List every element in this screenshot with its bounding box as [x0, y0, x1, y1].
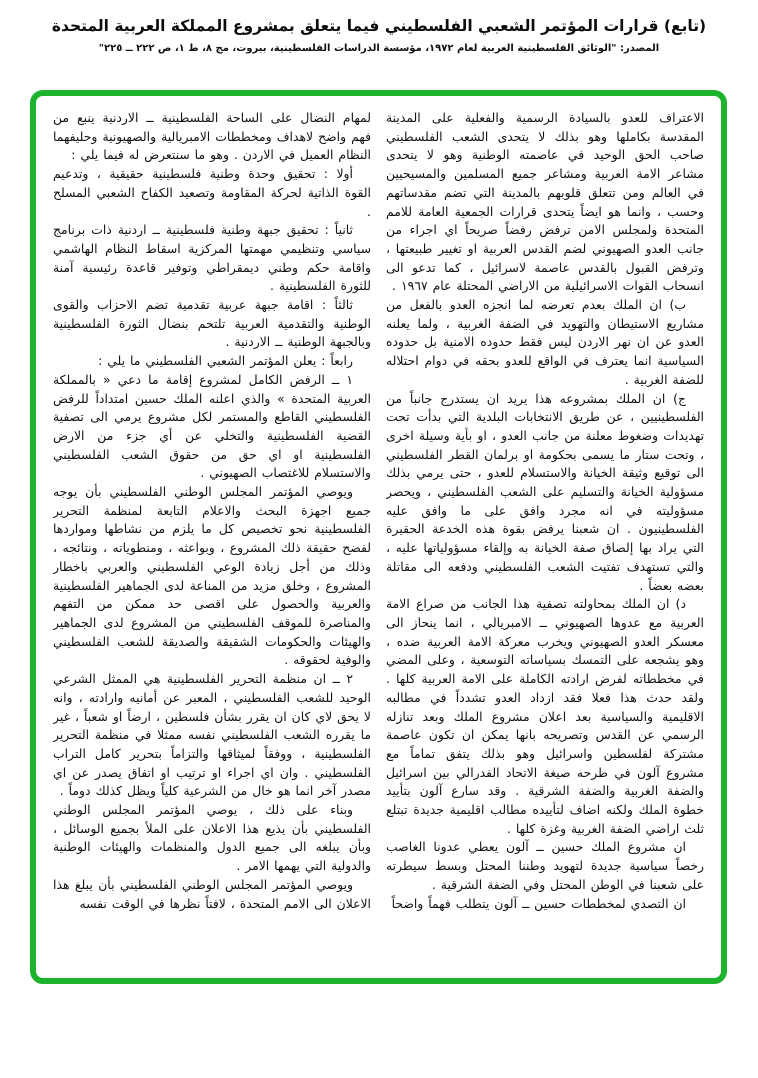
- paragraph: ان التصدي لمخططات حسين ــ آلون يتطلب فهماً واضحاً: [391, 895, 686, 911]
- page-title: (تابع) قرارات المؤتمر الشعبي الفلسطيني فيما يتعلق بمشروع المملكة العربية المتحدة: [51, 17, 707, 35]
- paragraph: لمهام النضال على الساحة الفلسطينية ــ الاردنية ينبع من فهم واضح لاهداف ومخططات الامبريالية والصهيونية وحليفهما النظام العميل في الاردن . وهو ما سنتعرض له فيما يلي :: [53, 110, 371, 163]
- paragraph: ويوصي المؤتمر المجلس الوطني الفلسطيني بأن يوجه جميع اجهزة البحث والاعلام التابعة لمنظمة التحرير الفلسطينية نحو تخصيص كل ما يلزم من نشاطها ومواردها لفضح حقيقة ذلك المشروع ، وبواعثه ، ومنطوياته ، ونتائجه ، وذلك من أجل زيادة الوعي الفلسطيني والعربي باخطار المشروع ، وخلق مزيد من المناعة لدى الجماهير الفلسطينية والعربية والحصول على اقصى حد ممكن من التفهم والمناصرة للموقف الفلسطيني من المشروع لدى الجماهير والهيئات والحكومات الشقيقة والصديقة للشعب الفلسطيني والوفية لحقوقه .: [53, 484, 371, 668]
- two-column-text: [53, 109, 704, 970]
- paragraph: وبناء على ذلك ، يوصي المؤتمر المجلس الوطني الفلسطيني بأن يذيع هذا الاعلان على الملأ بجميع الوسائل ، وبأن يبلغه الى جميع الدول والمنظمات والهيئات الوطنية والدولية التي يهمها الامر .: [53, 802, 371, 874]
- paragraph: ج) ان الملك بمشروعه هذا يريد ان يستدرج جانباً من الفلسطينيين ، عن طريق الانتخابات البلدية التي بدأت تحت تهديدات وضغوط معلنة من جانب العدو ، او بأية وسيلة اخرى ، وتحت ستار ما يسمى بحكومة او برلمان القطر الفلسطيني الى توقيع وثيقة الخيانة والاستسلام للعدو ، حتى يرمي بذلك مسؤولية الخيانة والتسليم على الشعب الفلسطيني ، ويحصر مسؤوليته في انه مجرد وافق على ما وافق عليه الفلسطينيون . ان شعبنا يرفض بقوة هذه الخدعة الحقيرة التي يراد بها إلصاق صفة الخيانة به وإلقاء مسؤولياتها عليه ، والتي تستهدف تفتيت الشعب الفلسطيني ودفعه الى مقاتلة بعضه بعضاً .: [386, 390, 704, 593]
- document-header: [0, 0, 758, 54]
- paragraph: ٢ ــ ان منظمة التحرير الفلسطينية هي الممثل الشرعي الوحيد للشعب الفلسطيني ، المعبر عن أمانيه وارادته ، وانه لا يحق لاي كان ان يقرر بشأن فلسطين ، ارضاً او شعباً ، غير ما يقرره الشعب الفلسطيني نفسه ممثلا في منظمة التحرير الفلسطينية ، ووفقاً لميثاقها والتزاماً بتحرير كامل التراب الفلسطيني . وان اي اجراء او ترتيب او اتفاق يصدر عن اي مصدر آخر انما هو خال من الشرعية كلياً ويظل كذلك دوماً .: [53, 671, 371, 799]
- paragraph: ثالثاً : اقامة جبهة عربية تقدمية تضم الاحزاب والقوى الوطنية والتقدمية العربية تلتحم بنضال الثورة الفلسطينية وبالجبهة الوطنية ــ الاردنية .: [53, 297, 371, 350]
- paragraph: رابعاً : يعلن المؤتمر الشعبي الفلسطيني ما يلي :: [98, 353, 353, 369]
- paragraph: ان مشروع الملك حسين ــ آلون يعطي عدونا الغاصب رخصاً سياسية جديدة لتهويد وطننا المحتل وبسط سيطرته على شعبنا في الوطن المحتل وفي الضفة الشرقية .: [386, 839, 704, 892]
- paragraph: د) ان الملك بمحاولته تصفية هذا الجانب من صراع الامة العربية مع عدوها الصهيوني ــ الامبريالي ، انما ينحاز الى معسكر العدو الصهيوني ويخرب معركة الامة العربية ضده ، وهو يشجعه على التمسك بسياساته التوسعية ، وعلى المضي في مخططاته لفرض ارادته الكاملة على الامة العربية كلها . ولقد حدث هذا فعلا فقد ازداد العدو تشدداً في مطالبه الاقليمية والسياسية بعد اعلان مشروع الملك وبعد تنازله الرسمي عن القدس وتصريحه بانها يمكن ان تكون عاصمة مشتركة لفلسطين واسرائيل وهو بذلك يتفق تماماً مع مشروع آلون في طرحه صيغة الاتحاد الفدرالي بين اسرائيل والضفة الغربية والضفة الشرقية . وقد سارع آلون بتأييد خطوة الملك ولكنه اضاف لتأييده مطالب اقليمية جديدة تبتلع ثلث اراضي الضفة الغربية وغزة كلها .: [386, 596, 704, 836]
- column-right: [386, 109, 704, 970]
- paragraph: ١ ــ الرفض الكامل لمشروع إقامة ما دعي « بالمملكة العربية المتحدة » والذي اعلنه الملك حسين امتداداً للرفض الفلسطيني القاطع والمستمر لكل مشروع يرمي الى تصفية القضية الفلسطينية والتخلي عن أي جزء من الارض الفلسطينية او اي حق من حقوق الشعب الفلسطيني والاستسلام للاغتصاب الصهيوني .: [53, 371, 371, 481]
- paragraph: أولا : تحقيق وحدة وطنية فلسطينية حقيقية ، وتدعيم القوة الذاتية لحركة المقاومة وتصعيد الكفاح الشعبي المسلح .: [53, 166, 371, 219]
- source-line: المصدر: "الوثائق الفلسطينية العربية لعام ١٩٧٢، مؤسسة الدراسات الفلسطينية، بيروت، مج ٨، ط ١، ص ٢٢٢ ــ ٢٢٥": [98, 42, 660, 54]
- column-left: [53, 109, 371, 970]
- paragraph: الاعتراف للعدو بالسيادة الرسمية والفعلية على المدينة المقدسة بكاملها وهو بذلك لا يتحدى الشعب الفلسطيني صاحب الحق الوحيد في عاصمته الوطنية وهو لا يتحدى مشاعر الامة العربية ومشاعر جميع المسلمين والمسيحيين في العالم ومن تتعلق قلوبهم بالمدينة التي تضم مقدساتهم وحسب ، وانما هو ايضاً يتحدى قرارات الجمعية العامة للامم المتحدة ولمجلس الامن ترفض رفضاً صريحاً اي اجراء من جانب العدو الصهيوني لضم القدس العربية او تغيير طبيعتها ، وترفض القبول بالقدس عاصمة لاسرائيل ، كما تدعو الى انسحاب القوات الاسرائيلية من الاراضي المحتلة عام ١٩٦٧ .: [386, 110, 704, 294]
- paragraph: ثانياً : تحقيق جبهة وطنية فلسطينية ــ اردنية ذات برنامج سياسي وتنظيمي مهمتها المركزية اسقاط النظام الهاشمي واقامة حكم وطني ديمقراطي وتوفير قاعدة رئيسية آمنة للثورة الفلسطينية .: [53, 222, 371, 294]
- paragraph: ب) ان الملك بعدم تعرضه لما انجزه العدو بالفعل من مشاريع الاستيطان والتهويد في الضفة الغربية ، ولما يعلنه العدو عن ان نهر الاردن ليس فقط حدوده الامنية بل حدوده السياسية انما يعترف في الواقع للعدو بحقه في دوام احتلاله للضفة الغربية .: [386, 297, 704, 387]
- paragraph: ويوصي المؤتمر المجلس الوطني الفلسطيني بأن يبلغ هذا الاعلان الى الامم المتحدة ، لافتاً نظرها في الوقت نفسه: [53, 876, 371, 911]
- content-border-box: [30, 90, 727, 984]
